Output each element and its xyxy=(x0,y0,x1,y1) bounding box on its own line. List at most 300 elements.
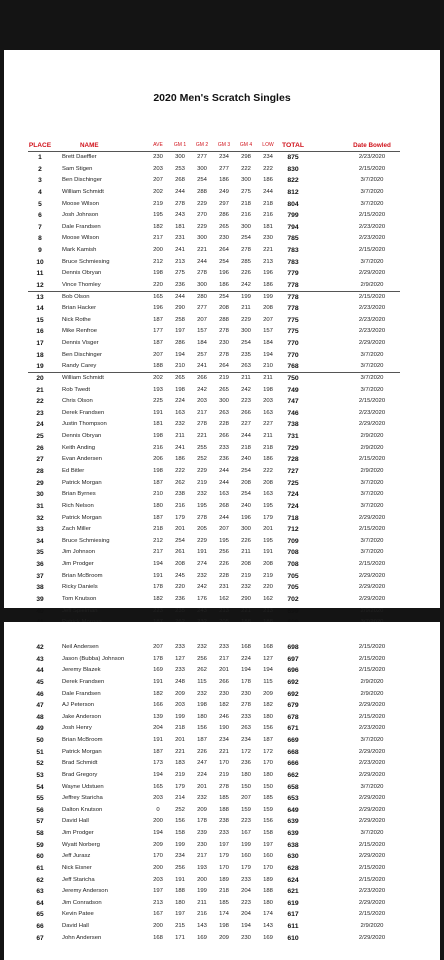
total-cell: 708 xyxy=(287,549,299,557)
game3-cell: 185 xyxy=(219,899,229,906)
total-cell: 619 xyxy=(287,899,299,907)
place-cell: 28 xyxy=(36,468,44,475)
date-cell: 2/15/2020 xyxy=(358,876,386,883)
game4-cell: 160 xyxy=(241,853,251,860)
table-row xyxy=(4,326,440,338)
name-cell: Jim Prodger xyxy=(62,561,94,568)
total-cell: 804 xyxy=(287,200,299,208)
place-cell: 26 xyxy=(36,444,44,452)
table-row xyxy=(4,851,440,863)
game4-cell: 216 xyxy=(241,212,251,219)
total-cell: 750 xyxy=(287,374,299,382)
header-name: NAME xyxy=(80,142,99,149)
date-cell: 2/23/2020 xyxy=(358,760,386,767)
ave-cell: 218 xyxy=(153,526,163,533)
place-cell: 14 xyxy=(36,305,44,313)
table-row xyxy=(4,712,440,724)
game2-cell: 221 xyxy=(197,247,207,254)
game1-cell: 268 xyxy=(175,177,185,184)
date-cell: 3/7/2020 xyxy=(360,502,384,509)
place-cell: 25 xyxy=(36,433,44,441)
ave-cell: 207 xyxy=(153,177,163,184)
total-cell: 692 xyxy=(287,678,299,686)
table-row xyxy=(4,840,440,852)
low-cell: 157 xyxy=(263,328,273,335)
ave-cell: 166 xyxy=(153,702,163,709)
name-cell: Chris Olson xyxy=(62,398,93,405)
ave-cell: 216 xyxy=(153,444,163,451)
game1-cell: 197 xyxy=(175,911,185,918)
game3-cell: 278 xyxy=(219,351,229,358)
game1-cell: 179 xyxy=(175,514,185,521)
low-cell: 221 xyxy=(263,247,273,254)
ave-cell: 200 xyxy=(153,247,163,254)
game3-cell: 221 xyxy=(219,748,229,755)
date-cell: 2/23/2020 xyxy=(358,316,386,323)
name-cell: Mark Kamish xyxy=(62,247,97,254)
name-cell: Jason (Bubba) Johnson xyxy=(62,655,125,662)
game4-cell: 254 xyxy=(241,468,251,474)
place-cell: 43 xyxy=(36,655,44,663)
table-row xyxy=(4,431,440,443)
name-cell: Dennis Obryan xyxy=(62,270,102,277)
game2-cell: 115 xyxy=(197,678,207,685)
ave-cell: 187 xyxy=(153,316,163,323)
game2-cell: 255 xyxy=(197,444,207,451)
table-row xyxy=(4,582,440,594)
table-row xyxy=(4,338,440,350)
date-cell: 3/7/2020 xyxy=(360,491,384,498)
ave-cell: 200 xyxy=(153,923,163,930)
ave-cell: 0 xyxy=(156,806,160,813)
game1-cell: 256 xyxy=(175,864,185,871)
game1-cell: 233 xyxy=(175,644,185,650)
table-row xyxy=(4,257,440,269)
low-cell: 127 xyxy=(263,655,273,662)
game1-cell: 265 xyxy=(175,374,185,381)
ave-cell: 191 xyxy=(153,409,163,416)
name-cell: Patrick Morgan xyxy=(62,479,102,486)
place-cell: 13 xyxy=(36,293,44,301)
name-cell: Dalton Knutson xyxy=(62,806,103,813)
game3-cell: 230 xyxy=(219,690,229,697)
place-cell: 53 xyxy=(36,771,44,779)
date-cell: 2/29/2020 xyxy=(358,748,386,755)
place-cell: 54 xyxy=(36,783,44,791)
game2-cell: 187 xyxy=(197,737,207,744)
date-cell: 3/7/2020 xyxy=(360,537,384,544)
date-cell: 3/7/2020 xyxy=(360,386,384,393)
low-cell: 195 xyxy=(263,537,273,544)
place-cell: 8 xyxy=(38,235,42,243)
total-cell: 617 xyxy=(287,911,299,919)
ave-cell: 178 xyxy=(153,584,163,591)
game1-cell: 127 xyxy=(175,655,185,662)
place-cell: 21 xyxy=(36,386,44,394)
name-cell: Justin Thompson xyxy=(62,421,107,428)
total-cell: 662 xyxy=(287,771,299,779)
place-cell: 1 xyxy=(38,154,42,161)
game4-cell: 300 xyxy=(241,328,251,335)
game1-cell: 171 xyxy=(175,934,185,941)
total-cell: 705 xyxy=(287,572,299,580)
table-row xyxy=(4,559,440,571)
place-cell: 39 xyxy=(36,595,44,603)
game2-cell: 254 xyxy=(197,177,207,184)
low-cell: 158 xyxy=(263,830,273,837)
total-cell: 724 xyxy=(287,491,299,499)
table-row xyxy=(4,152,440,164)
place-cell: 23 xyxy=(36,409,44,417)
game3-cell: 197 xyxy=(219,841,229,848)
game4-cell: 254 xyxy=(241,340,251,347)
total-cell: 812 xyxy=(287,188,299,196)
game4-cell: 278 xyxy=(241,247,251,254)
game4-cell: 290 xyxy=(241,595,251,602)
date-cell: 2/15/2020 xyxy=(358,456,386,463)
game1-cell: 183 xyxy=(175,760,185,767)
ave-cell: 165 xyxy=(153,293,163,300)
name-cell: Wyatt Norberg xyxy=(62,841,100,848)
ave-cell: 165 xyxy=(153,783,163,790)
place-cell: 20 xyxy=(36,374,44,382)
game2-cell: 226 xyxy=(197,748,207,755)
game1-cell: 236 xyxy=(175,281,185,288)
game2-cell: 191 xyxy=(197,549,207,556)
low-cell: 156 xyxy=(263,818,273,825)
name-cell: Dale Frandsen xyxy=(62,690,101,697)
game3-cell: 186 xyxy=(219,177,229,184)
game4-cell: 266 xyxy=(241,409,251,416)
date-cell: 3/7/2020 xyxy=(360,783,384,790)
game1-cell: 258 xyxy=(175,316,185,323)
name-cell: Nick Rothe xyxy=(62,316,91,323)
total-cell: 785 xyxy=(287,235,299,243)
game1-cell: 186 xyxy=(175,456,185,463)
game3-cell: 244 xyxy=(219,514,229,521)
name-cell: Jeff Staricha xyxy=(62,876,95,883)
ave-cell: 198 xyxy=(153,468,163,474)
ave-cell: 219 xyxy=(153,200,163,207)
game1-cell: 158 xyxy=(175,830,185,837)
low-cell: 188 xyxy=(263,888,273,895)
game1-cell: 209 xyxy=(175,690,185,697)
table-row xyxy=(4,793,440,805)
low-cell: 234 xyxy=(263,154,273,160)
place-cell: 48 xyxy=(36,713,44,721)
table-row xyxy=(4,677,440,689)
place-cell: 46 xyxy=(36,690,44,698)
game1-cell: 245 xyxy=(175,572,185,579)
low-cell: 194 xyxy=(263,667,273,674)
place-cell: 49 xyxy=(36,725,44,733)
date-cell: 2/9/2020 xyxy=(360,690,384,697)
ave-cell: 187 xyxy=(153,340,163,347)
place-cell: 42 xyxy=(36,644,44,651)
game1-cell: 235 xyxy=(175,607,185,614)
game3-cell: 217 xyxy=(219,655,229,662)
total-cell: 669 xyxy=(287,737,299,745)
low-cell: 181 xyxy=(263,223,273,230)
place-cell: 44 xyxy=(36,667,44,675)
game2-cell: 257 xyxy=(197,351,207,358)
game3-cell: 254 xyxy=(219,293,229,300)
total-cell: 698 xyxy=(287,644,299,651)
ave-cell: 200 xyxy=(153,818,163,825)
game2-cell: 239 xyxy=(197,830,207,837)
game2-cell: 184 xyxy=(197,340,207,347)
game2-cell: 229 xyxy=(197,200,207,207)
game2-cell: 209 xyxy=(197,806,207,813)
total-cell: 749 xyxy=(287,386,299,394)
name-cell: Dale Frandsen xyxy=(62,223,101,230)
low-cell: 156 xyxy=(263,725,273,732)
game3-cell: 278 xyxy=(219,328,229,335)
table-row xyxy=(4,315,440,327)
ave-cell: 230 xyxy=(153,154,163,160)
game2-cell: 242 xyxy=(197,584,207,591)
game3-cell: 264 xyxy=(219,247,229,254)
place-cell: 32 xyxy=(36,514,44,522)
total-cell: 738 xyxy=(287,421,299,429)
low-cell: 179 xyxy=(263,514,273,521)
table-row xyxy=(4,723,440,735)
low-cell: 115 xyxy=(263,678,273,685)
total-cell: 699 xyxy=(287,607,299,615)
game3-cell: 213 xyxy=(219,607,229,614)
place-cell: 50 xyxy=(36,737,44,745)
game2-cell: 229 xyxy=(197,468,207,474)
game2-cell: 219 xyxy=(197,479,207,486)
date-cell: 2/15/2020 xyxy=(358,247,386,254)
name-cell: Patrick Morgan xyxy=(62,748,102,755)
game1-cell: 218 xyxy=(175,725,185,732)
name-cell: Jim Johnson xyxy=(62,549,96,556)
ave-cell: 210 xyxy=(153,491,163,498)
date-cell: 2/9/2020 xyxy=(360,281,384,288)
standings-sheet-page-2 xyxy=(4,622,440,960)
low-cell: 208 xyxy=(263,479,273,486)
game1-cell: 188 xyxy=(175,888,185,895)
game2-cell: 252 xyxy=(197,456,207,463)
low-cell: 180 xyxy=(263,713,273,720)
game4-cell: 224 xyxy=(241,655,251,662)
low-cell: 218 xyxy=(263,444,273,451)
header-date: Date Bowled xyxy=(353,142,391,149)
table-row xyxy=(4,419,440,431)
date-cell: 2/29/2020 xyxy=(358,853,386,860)
game2-cell: 200 xyxy=(197,876,207,883)
game1-cell: 275 xyxy=(175,270,185,277)
ave-cell: 181 xyxy=(153,421,163,428)
ave-cell: 169 xyxy=(153,667,163,674)
ave-cell: 178 xyxy=(153,655,163,662)
total-cell: 778 xyxy=(287,281,299,289)
ave-cell: 193 xyxy=(153,386,163,393)
game1-cell: 243 xyxy=(175,212,185,219)
low-cell: 185 xyxy=(263,795,273,802)
game3-cell: 163 xyxy=(219,491,229,498)
total-cell: 794 xyxy=(287,223,299,231)
name-cell: Neil Andersen xyxy=(62,644,99,650)
table-row xyxy=(4,886,440,898)
date-cell: 2/29/2020 xyxy=(358,572,386,579)
ave-cell: 168 xyxy=(153,934,163,941)
total-cell: 610 xyxy=(287,934,299,942)
place-cell: 52 xyxy=(36,760,44,768)
game3-cell: 190 xyxy=(219,725,229,732)
game2-cell: 217 xyxy=(197,853,207,860)
header-place: PLACE xyxy=(28,142,52,149)
game1-cell: 231 xyxy=(175,235,185,242)
low-cell: 197 xyxy=(263,841,273,848)
place-cell: 37 xyxy=(36,572,44,580)
game3-cell: 182 xyxy=(219,702,229,709)
game3-cell: 189 xyxy=(219,876,229,883)
game3-cell: 207 xyxy=(219,526,229,533)
game3-cell: 233 xyxy=(219,644,229,650)
game3-cell: 297 xyxy=(219,200,229,207)
name-cell: Bob Olson xyxy=(62,293,90,300)
game1-cell: 290 xyxy=(175,305,185,312)
game3-cell: 265 xyxy=(219,386,229,393)
game3-cell: 226 xyxy=(219,561,229,568)
game2-cell: 143 xyxy=(197,923,207,930)
total-cell: 709 xyxy=(287,537,299,545)
table-row xyxy=(4,909,440,921)
date-cell: 3/7/2020 xyxy=(360,374,384,381)
game4-cell: 179 xyxy=(241,864,251,871)
header-total: TOTAL xyxy=(281,142,305,149)
ave-cell: 191 xyxy=(153,678,163,685)
game4-cell: 300 xyxy=(241,223,251,230)
game4-cell: 242 xyxy=(241,281,251,288)
name-cell: Rob Twedt xyxy=(62,386,91,393)
game2-cell: 232 xyxy=(197,690,207,697)
date-cell: 2/15/2020 xyxy=(358,212,386,219)
game4-cell: 218 xyxy=(241,444,251,451)
table-row xyxy=(4,489,440,501)
ave-cell: 217 xyxy=(153,235,163,242)
group-divider xyxy=(28,372,400,373)
date-cell: 2/23/2020 xyxy=(358,888,386,895)
game2-cell: 201 xyxy=(197,783,207,790)
table-row xyxy=(4,292,440,304)
game2-cell: 232 xyxy=(197,572,207,579)
ave-cell: 200 xyxy=(153,864,163,871)
date-cell: 3/7/2020 xyxy=(360,177,384,184)
game4-cell: 300 xyxy=(241,526,251,533)
table-row xyxy=(4,933,440,945)
date-cell: 3/7/2020 xyxy=(360,188,384,195)
low-cell: 180 xyxy=(263,899,273,906)
low-cell: 168 xyxy=(263,644,273,650)
table-row xyxy=(4,187,440,199)
table-row xyxy=(4,547,440,559)
ave-cell: 207 xyxy=(153,351,163,358)
place-cell: 65 xyxy=(36,911,44,919)
table-row xyxy=(4,268,440,280)
game2-cell: 207 xyxy=(197,316,207,323)
table-row xyxy=(4,642,440,654)
game3-cell: 263 xyxy=(219,409,229,416)
game1-cell: 241 xyxy=(175,247,185,254)
total-cell: 639 xyxy=(287,818,299,826)
game3-cell: 209 xyxy=(219,934,229,941)
game4-cell: 229 xyxy=(241,316,251,323)
ave-cell: 220 xyxy=(153,281,163,288)
ave-cell: 182 xyxy=(153,223,163,230)
name-cell: David Hall xyxy=(62,818,89,825)
ave-cell: 194 xyxy=(153,830,163,837)
ave-cell: 177 xyxy=(153,328,163,335)
table-row xyxy=(4,921,440,933)
table-row xyxy=(4,747,440,759)
total-cell: 628 xyxy=(287,864,299,872)
total-cell: 779 xyxy=(287,270,299,278)
game1-cell: 232 xyxy=(175,421,185,428)
table-row xyxy=(4,443,440,455)
ave-cell: 187 xyxy=(153,479,163,486)
low-cell: 208 xyxy=(263,561,273,568)
game3-cell: 170 xyxy=(219,760,229,767)
name-cell: Mike Renfroe xyxy=(62,328,98,335)
date-cell: 2/9/2020 xyxy=(360,468,384,474)
game2-cell: 288 xyxy=(197,188,207,195)
game2-cell: 277 xyxy=(197,305,207,312)
ave-cell: 217 xyxy=(153,549,163,556)
game1-cell: 244 xyxy=(175,293,185,300)
game1-cell: 214 xyxy=(175,795,185,802)
total-cell: 630 xyxy=(287,853,299,861)
date-cell: 3/7/2020 xyxy=(360,258,384,265)
ave-cell: 206 xyxy=(153,456,163,463)
name-cell: Patrick Morgan xyxy=(62,514,102,521)
total-cell: 725 xyxy=(287,479,299,487)
game2-cell: 243 xyxy=(197,607,207,614)
date-cell: 2/9/2020 xyxy=(360,444,384,451)
total-cell: 768 xyxy=(287,363,299,371)
game1-cell: 216 xyxy=(175,502,185,509)
total-cell: 778 xyxy=(287,293,299,301)
game4-cell: 226 xyxy=(241,270,251,277)
table-row xyxy=(4,175,440,187)
ave-cell: 223 xyxy=(153,607,163,614)
name-cell: Dennis Obryan xyxy=(62,433,102,440)
low-cell: 210 xyxy=(263,363,273,370)
total-cell: 702 xyxy=(287,595,299,603)
name-cell: Derek Frandsen xyxy=(62,409,105,416)
game2-cell: 232 xyxy=(197,795,207,802)
name-cell: Jeffrey Staricha xyxy=(62,795,103,802)
low-cell: 150 xyxy=(263,783,273,790)
low-cell: 220 xyxy=(263,584,273,591)
name-cell: Ben Dischinger xyxy=(62,351,102,358)
game1-cell: 211 xyxy=(175,433,185,440)
game3-cell: 196 xyxy=(219,270,229,277)
game1-cell: 210 xyxy=(175,363,185,370)
table-row xyxy=(4,233,440,245)
place-cell: 63 xyxy=(36,888,44,896)
low-cell: 170 xyxy=(263,864,273,871)
date-cell: 3/7/2020 xyxy=(360,830,384,837)
place-cell: 11 xyxy=(36,270,44,278)
date-cell: 2/23/2020 xyxy=(358,235,386,242)
table-row xyxy=(4,454,440,466)
low-cell: 182 xyxy=(263,702,273,709)
ave-cell: 198 xyxy=(153,270,163,277)
game1-cell: 252 xyxy=(175,806,185,813)
